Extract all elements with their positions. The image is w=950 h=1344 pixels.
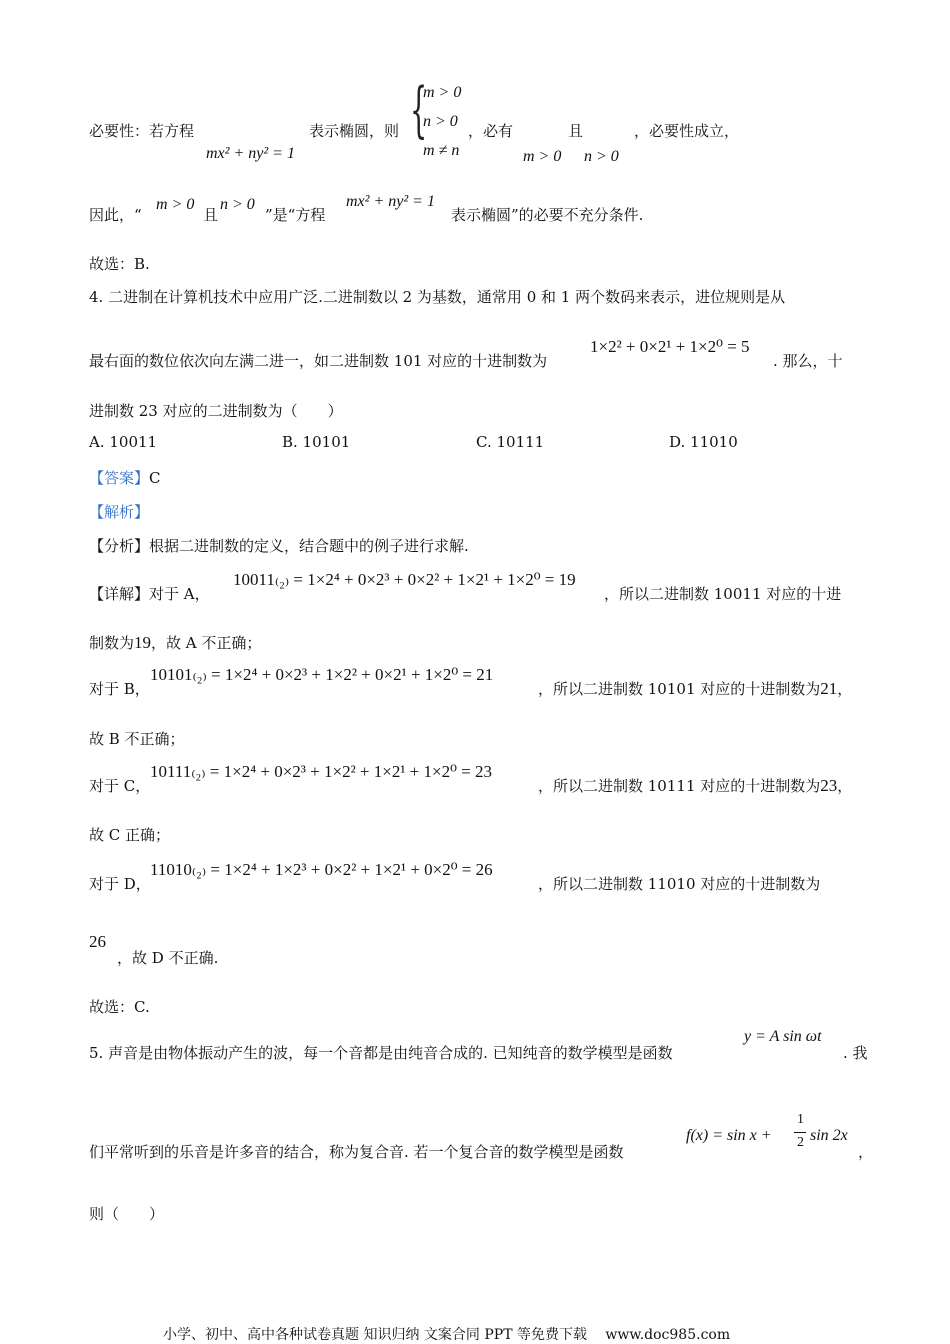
q4-line-2-tail: . 那么，十 (773, 352, 843, 370)
system-line: m ≠ n (423, 142, 460, 159)
math-inline: m > 0 (156, 196, 195, 213)
option-c: C. 10111 (476, 433, 545, 451)
q5-function-lhs: f(x) = sin x + (686, 1127, 772, 1144)
choice-c-line: 故选：C. (89, 998, 150, 1016)
detail-a-prefix: 对于 A， (149, 585, 210, 603)
detail-a (89, 583, 210, 604)
detail-d-prefix: 对于 D， (89, 875, 151, 893)
detail-a-line-2 (89, 632, 261, 653)
necessity-text: 且 (568, 122, 584, 140)
fraction-denominator: 2 (797, 1135, 804, 1150)
ellipse-equation: mx² + ny² = 1 (206, 145, 295, 162)
analysis-label: 【解析】 (89, 503, 150, 521)
detail-b-line-2: 故 B 不正确； (89, 730, 185, 748)
detail-b-value: 21 (820, 679, 838, 698)
detail-b-prefix: 对于 B， (89, 680, 150, 698)
detail-c-line-2: 故 C 正确； (89, 826, 171, 844)
conclusion-text: ”是“方程 (265, 206, 326, 224)
detail-c-value: 23 (820, 776, 838, 795)
detail-d-line-2: ，故 D 不正确. (117, 949, 219, 967)
detail-a-value: 19 (134, 633, 152, 652)
detail-label: 【详解】 (89, 585, 150, 603)
option-a: A. 10011 (89, 433, 158, 451)
fenxi-line (89, 535, 469, 556)
q4-line-2: 最右面的数位依次向左满二进一，如二进制数 101 对应的十进制数为 (89, 352, 548, 370)
conclusion-text: 因此，“ (89, 206, 142, 224)
detail-c-equation: 10111₍₂₎ = 1×2⁴ + 0×2³ + 1×2² + 1×2¹ + 1×2⁰ = 23 (150, 762, 493, 781)
detail-d-text: ，所以二进制数 11010 对应的十进制数为 (538, 875, 821, 893)
answer-label: 【答案】 (89, 469, 150, 487)
detail-text: ， (837, 777, 853, 795)
detail-text: 制数为 (89, 634, 135, 652)
fraction-numerator: 1 (797, 1112, 804, 1127)
q5-function-rhs: sin 2x (810, 1127, 848, 1144)
option-d: D. 11010 (669, 433, 738, 451)
q5-pure-tone-equation: y = A sin ωt (744, 1028, 822, 1045)
q5-line-2-tail: ， (858, 1143, 874, 1161)
detail-c-text (538, 775, 852, 796)
detail-d-value: 26 (89, 932, 106, 951)
q5-line-2: 们平常听到的乐音是许多音的结合，称为复合音. 若一个复合音的数学模型是函数 (89, 1143, 624, 1161)
detail-text: ，所以二进制数 10101 对应的十进制数为 (538, 680, 821, 698)
detail-b-text (538, 678, 852, 699)
detail-d-equation: 11010₍₂₎ = 1×2⁴ + 1×2³ + 0×2² + 1×2¹ + 0×2⁰ = 26 (150, 860, 493, 879)
detail-text: ，所以二进制数 10111 对应的十进制数为 (538, 777, 821, 795)
math-inline: n > 0 (584, 148, 619, 165)
choice-b-line: 故选：B. (89, 255, 150, 273)
detail-b-equation: 10101₍₂₎ = 1×2⁴ + 0×2³ + 1×2² + 0×2¹ + 1×2⁰ = 21 (150, 665, 494, 684)
q4-line-1: 4. 二进制在计算机技术中应用广泛.二进制数以 2 为基数，通常用 0 和 1 两个数码来表示，进位规则是从 (89, 288, 786, 306)
system-brace: { (410, 75, 428, 145)
q5-line-1-tail: . 我 (843, 1044, 868, 1062)
necessity-text: ，必要性成立， (634, 122, 740, 140)
system-line: m > 0 (423, 84, 462, 101)
fraction-bar (794, 1132, 806, 1133)
necessity-text: 表示椭圆，则 (309, 122, 400, 140)
conclusion-text: 表示椭圆”的必要不充分条件. (451, 206, 644, 224)
conclusion-text: 且 (203, 206, 219, 224)
fenxi-label: 【分析】 (89, 537, 150, 555)
footer-text: 小学、初中、高中各种试卷真题 知识归纳 文案合同 PPT 等免费下载 www.doc985.com (163, 1327, 731, 1343)
q4-example-equation: 1×2² + 0×2¹ + 1×2⁰ = 5 (590, 337, 750, 356)
math-inline: n > 0 (220, 196, 255, 213)
detail-a-equation: 10011₍₂₎ = 1×2⁴ + 0×2³ + 0×2² + 1×2¹ + 1×2⁰ = 19 (233, 570, 576, 589)
necessity-text: 必要性：若方程 (89, 122, 195, 140)
q4-line-3: 进制数 23 对应的二进制数为（ ） (89, 402, 343, 420)
system-line: n > 0 (423, 113, 458, 130)
detail-c-prefix: 对于 C， (89, 777, 151, 795)
detail-text: ，故 A 不正确； (151, 634, 262, 652)
fenxi-text: 根据二进制数的定义，结合题中的例子进行求解. (149, 537, 469, 555)
detail-text: ， (837, 680, 853, 698)
option-b: B. 10101 (282, 433, 351, 451)
q5-line-3: 则（ ） (89, 1205, 165, 1223)
ellipse-equation: mx² + ny² = 1 (346, 193, 435, 210)
detail-a-text: ，所以二进制数 10011 对应的十进 (604, 585, 842, 603)
answer-line (89, 467, 161, 488)
answer-value: C (149, 469, 161, 487)
math-inline: m > 0 (523, 148, 562, 165)
q5-line-1: 5. 声音是由物体振动产生的波，每一个音都是由纯音合成的. 已知纯音的数学模型是函数 (89, 1044, 673, 1062)
necessity-text: ，必有 (468, 122, 514, 140)
